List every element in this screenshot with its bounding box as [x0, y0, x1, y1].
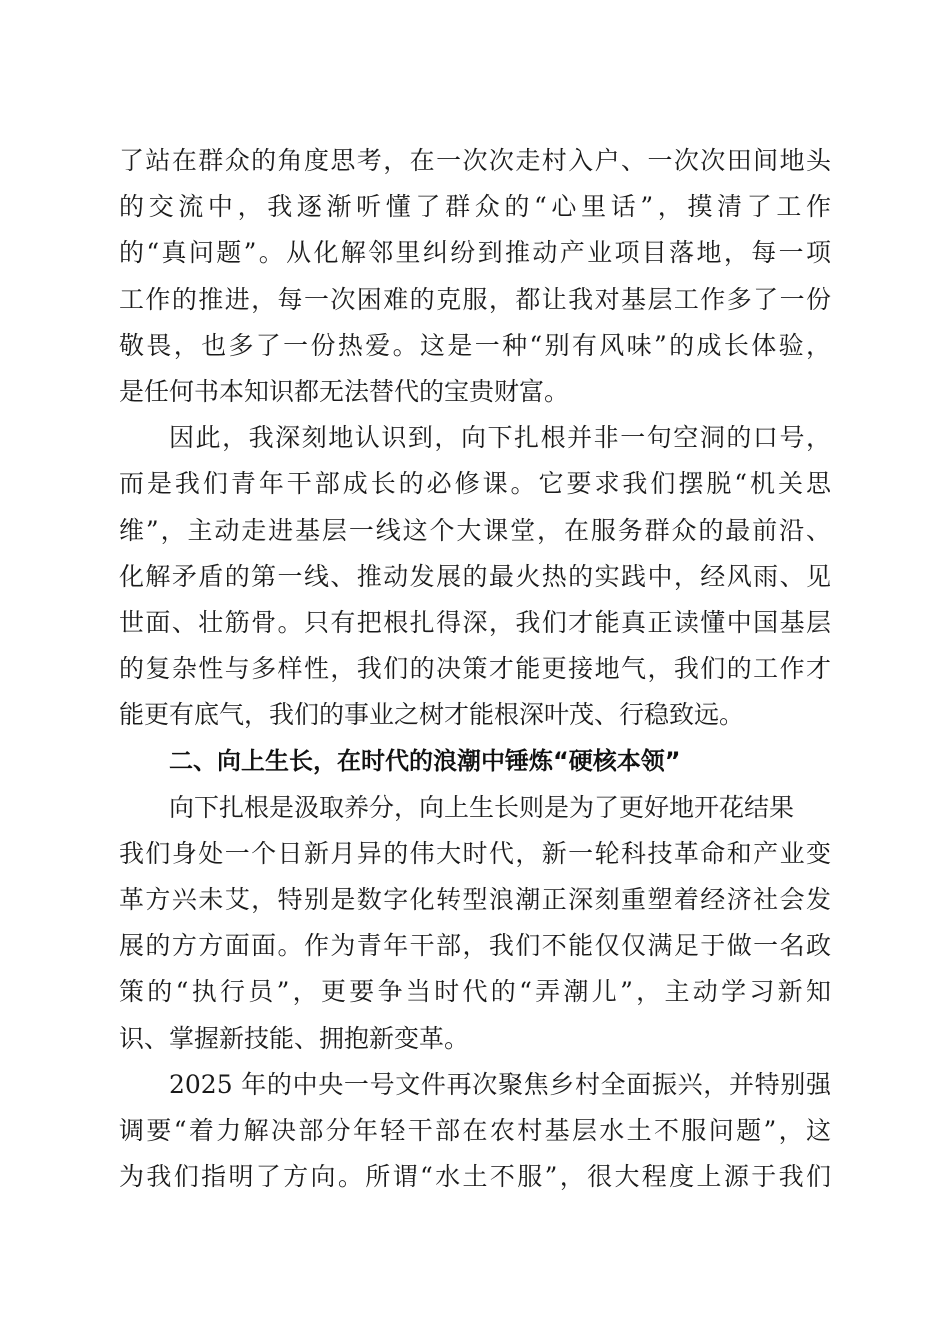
text-line: 世面、壮筋骨。只有把根扎得深，我们才能真正读懂中国基层	[119, 607, 831, 637]
text-line: 革方兴未艾，特别是数字化转型浪潮正深刻重塑着经济社会发	[119, 885, 831, 914]
text-line: 维”，主动走进基层一线这个大课堂，在服务群众的最前沿、	[119, 515, 831, 545]
text-line: 策的“执行员”，更要争当时代的“弄潮儿”，主动学习新知	[119, 977, 831, 1007]
paragraph	[119, 415, 831, 738]
text-line: 是任何书本知识都无法替代的宝贵财富。	[119, 376, 570, 406]
text-line: 因此，我深刻地认识到，向下扎根并非一句空洞的口号，	[169, 423, 831, 453]
section-heading: 二、向上生长，在时代的浪潮中锤炼“硬核本领”	[169, 747, 681, 776]
text-line: 2025 年的中央一号文件再次聚焦乡村全面振兴，并特别强	[169, 1069, 831, 1099]
text-line: 敬畏，也多了一份热爱。这是一种“别有风味”的成长体验，	[119, 330, 831, 360]
text-line: 而是我们青年干部成长的必修课。它要求我们摆脱“机关思	[119, 469, 831, 499]
text-line: 工作的推进，每一次困难的克服，都让我对基层工作多了一份	[119, 284, 831, 314]
paragraph	[119, 1062, 831, 1201]
text-line: 我们身处一个日新月异的伟大时代，新一轮科技革命和产业变	[119, 838, 831, 868]
text-line: 的交流中，我逐渐听懂了群众的“心里话”，摸清了工作	[119, 192, 831, 222]
text-line: 的复杂性与多样性，我们的决策才能更接地气，我们的工作才	[119, 654, 831, 684]
text-line: 调要“着力解决部分年轻干部在农村基层水土不服问题”，这	[119, 1115, 831, 1145]
text-line: 了站在群众的角度思考，在一次次走村入户、一次次田间地头	[119, 146, 831, 175]
text-line: 向下扎根是汲取养分，向上生长则是为了更好地开花结果	[169, 792, 795, 822]
document-body	[119, 138, 831, 1200]
text-line: 识、掌握新技能、拥抱新变革。	[119, 1023, 470, 1053]
text-line: 展的方方面面。作为青年干部，我们不能仅仅满足于做一名政	[119, 931, 831, 961]
paragraph	[119, 138, 831, 415]
text-line: 的“真问题”。从化解邻里纠纷到推动产业项目落地，每一项	[119, 238, 831, 268]
text-line: 能更有底气，我们的事业之树才能根深叶茂、行稳致远。	[119, 700, 745, 730]
paragraph	[119, 785, 831, 1062]
text-line: 化解矛盾的第一线、推动发展的最火热的实践中，经风雨、见	[119, 561, 831, 591]
text-line: 为我们指明了方向。所谓“水土不服”，很大程度上源于我们	[119, 1162, 831, 1192]
